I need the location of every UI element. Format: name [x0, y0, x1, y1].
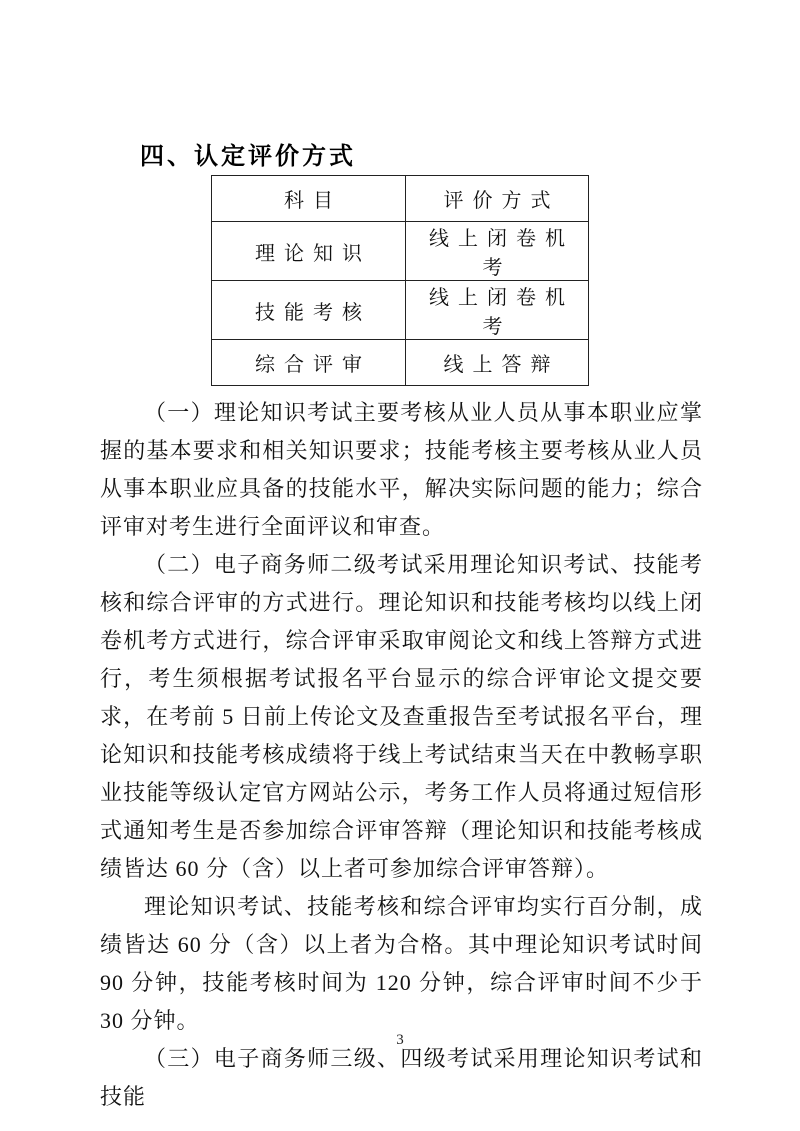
table-cell-subject: 综合评审: [212, 340, 406, 386]
table-header-method: 评价方式: [406, 176, 589, 222]
page-content: [0, 143, 800, 1116]
table-row-review: [212, 340, 589, 386]
page-number: 3: [396, 1032, 404, 1048]
table-cell-method: 线上答辩: [406, 340, 589, 386]
body-text: [100, 394, 703, 1116]
section-heading: 四、认定评价方式: [140, 143, 356, 170]
body-paragraph-1: （一）理论知识考试主要考核从业人员从事本职业应掌握的基本要求和相关知识要求；技能考核主要考核从业人员从事本职业应具备的技能水平，解决实际问题的能力；综合评审对考生进行全面评议和审查。: [100, 400, 703, 539]
table-row-skill: [212, 281, 589, 340]
table-header-subject: 科目: [212, 176, 406, 222]
body-paragraph-3: 理论知识考试、技能考核和综合评审均实行百分制，成绩皆达 60 分（含）以上者为合格。其中理论知识考试时间 90 分钟，技能考核时间为 120 分钟，综合评审时间不少于 30 分钟。: [100, 894, 703, 1033]
table-cell-subject: 理论知识: [212, 222, 406, 281]
table-header-row: [212, 176, 589, 222]
table-cell-method: 线上闭卷机考: [406, 222, 589, 281]
evaluation-method-table: [211, 175, 589, 386]
table-cell-subject: 技能考核: [212, 281, 406, 340]
table-row-theory: [212, 222, 589, 281]
table-cell-method: 线上闭卷机考: [406, 281, 589, 340]
body-paragraph-2: （二）电子商务师二级考试采用理论知识考试、技能考核和综合评审的方式进行。理论知识和技能考核均以线上闭卷机考方式进行，综合评审采取审阅论文和线上答辩方式进行，考生须根据考试报名平台显示的综合评审论文提交要求，在考前 5 日前上传论文及查重报告至考试报名平台，理论知识和技能考核成绩将于线上考试结束当天在中教畅享职业技能等级认定官方网站公示，考务工作人员将通过短信形式通知考生是否参加综合评审答辩（理论知识和技能考核成绩皆达 60 分（含）以上者可参加综合评审答辩）。: [100, 552, 703, 881]
body-paragraph-4: （三）电子商务师三级、四级考试采用理论知识考试和技能: [100, 1046, 703, 1109]
